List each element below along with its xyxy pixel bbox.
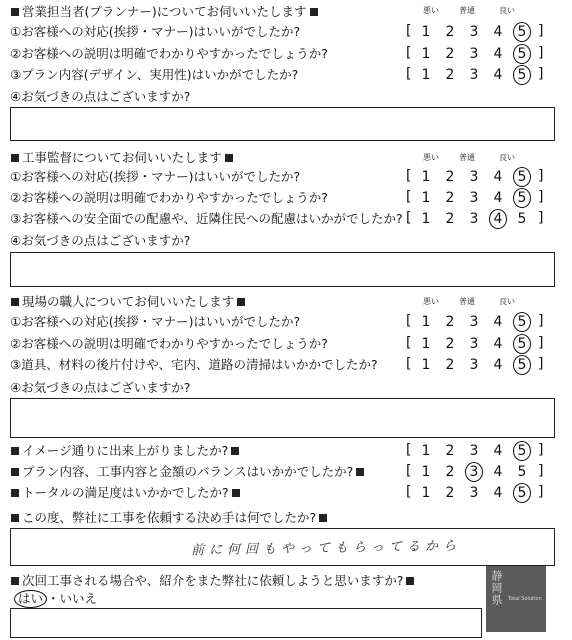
rating-option-4[interactable]: 4 [493,485,503,501]
rating-option-2[interactable]: 2 [445,336,455,352]
square-bullet-icon [11,8,19,16]
square-bullet-icon [11,447,19,455]
decision-prompt: この度、弊社に工事を依頼する決め手は何でしたか? [22,510,317,525]
question: ②お客様への説明は明確でわかりやすかったでしょうか? [10,46,328,61]
rating-option-1[interactable]: 1 [421,357,431,373]
rating-option-2[interactable]: 2 [445,67,455,83]
rating-option-5[interactable]: 5 [517,464,527,480]
overall-question [8,485,243,501]
scale-bracket-open: [ [406,463,412,479]
rating-option-2[interactable]: 2 [445,24,455,40]
rating-scale[interactable] [406,464,546,480]
rating-option-4[interactable]: 4 [493,314,503,330]
question: ③プラン内容(デザイン、実用性)はいかがでしたか? [10,67,299,82]
rating-option-4[interactable]: 4 [493,24,503,40]
rating-option-1[interactable]: 1 [421,464,431,480]
scale-bracket-open: [ [406,189,412,205]
rating-scale[interactable] [406,169,546,185]
header-normal: 普通 [459,6,475,15]
rating-option-3[interactable]: 3 [469,336,479,352]
scale-bracket-close: ] [538,66,544,82]
rating-option-5[interactable]: 5 [517,190,527,206]
rating-option-3[interactable]: 3 [469,357,479,373]
comment-box-sales[interactable] [10,107,555,141]
square-bullet-icon [11,577,19,585]
scale-bracket-open: [ [406,356,412,372]
rating-option-2[interactable]: 2 [445,314,455,330]
rating-scale[interactable] [406,24,546,40]
rating-option-5[interactable]: 5 [517,357,527,373]
scale-bracket-open: [ [406,23,412,39]
rating-option-3[interactable]: 3 [469,485,479,501]
section-title-text: 現場の職人についてお伺いいたします [22,294,235,309]
option-separator: ・ [47,591,60,606]
rating-scale[interactable] [406,46,546,62]
scale-bracket-close: ] [538,23,544,39]
overall-question-text: イメージ通りに出来上がりましたか? [22,443,229,458]
overall-question-text: プラン内容、工事内容と金額のバランスはいかかでしたか? [22,464,354,479]
rating-option-3[interactable]: 3 [469,211,479,227]
rating-option-5[interactable]: 5 [517,336,527,352]
comment-prompt: ④お気づきの点はございますか? [10,380,191,395]
rating-option-3[interactable]: 3 [469,67,479,83]
question: ②お客様への説明は明確でわかりやすかったでしょうか? [10,190,328,205]
square-bullet-icon [231,447,239,455]
square-bullet-icon [11,514,19,522]
question: ①お客様への対応(挨拶・マナー)はいいがでしたか? [10,169,301,184]
scale-bracket-close: ] [538,463,544,479]
comment-box-supervisor[interactable] [10,252,555,287]
scale-bracket-open: [ [406,335,412,351]
rating-option-2[interactable]: 2 [445,211,455,227]
square-bullet-icon [11,298,19,306]
rating-option-1[interactable]: 1 [421,314,431,330]
rating-option-5[interactable]: 5 [517,443,527,459]
square-bullet-icon [319,514,327,522]
header-bad: 悪い [423,153,439,162]
rating-option-2[interactable]: 2 [445,169,455,185]
rating-scale[interactable] [406,485,546,501]
rating-option-1[interactable]: 1 [421,336,431,352]
section-title-supervisor [8,150,236,166]
rating-option-3[interactable]: 3 [469,314,479,330]
rating-option-5[interactable]: 5 [517,67,527,83]
section-title-text: 工事監督についてお伺いいたします [22,150,222,165]
overall-question [8,443,242,459]
rating-option-1[interactable]: 1 [421,443,431,459]
header-good: 良い [499,297,515,306]
scale-bracket-close: ] [538,335,544,351]
scale-bracket-close: ] [538,189,544,205]
decision-answer-box[interactable] [10,528,555,566]
rating-option-4[interactable]: 4 [493,336,503,352]
rating-scale[interactable] [406,190,546,206]
scale-bracket-open: [ [406,210,412,226]
company-stamp [486,566,546,632]
square-bullet-icon [11,468,19,476]
comment-prompt: ④お気づきの点はございますか? [10,89,191,104]
rating-scale[interactable] [406,211,546,227]
header-normal: 普通 [459,297,475,306]
overall-question [8,464,367,480]
question: ②お客様への説明は明確でわかりやすかったでしょうか? [10,336,328,351]
section-title-text: 営業担当者(プランナー)についてお伺いいたします [22,4,307,19]
rating-option-4[interactable]: 4 [493,357,503,373]
next-time-prompt: 次回工事される場合や、紹介をまた弊社に依頼しようと思いますか? [22,573,404,588]
rating-scale[interactable] [406,314,546,330]
header-bad: 悪い [423,6,439,15]
no-option[interactable]: いいえ [59,591,98,606]
rating-option-2[interactable]: 2 [445,190,455,206]
scale-bracket-open: [ [406,45,412,61]
rating-header [423,6,523,16]
scale-bracket-open: [ [406,442,412,458]
square-bullet-icon [11,154,19,162]
rating-option-1[interactable]: 1 [421,24,431,40]
rating-option-1[interactable]: 1 [421,169,431,185]
header-bad: 悪い [423,297,439,306]
rating-scale[interactable] [406,443,546,459]
rating-option-1[interactable]: 1 [421,190,431,206]
rating-option-1[interactable]: 1 [421,485,431,501]
square-bullet-icon [237,298,245,306]
square-bullet-icon [225,154,233,162]
rating-option-4[interactable]: 4 [493,464,503,480]
rating-option-4[interactable]: 4 [493,443,503,459]
rating-option-3[interactable]: 3 [469,24,479,40]
scale-bracket-close: ] [538,356,544,372]
square-bullet-icon [310,8,318,16]
rating-scale[interactable] [406,357,546,373]
rating-option-3[interactable]: 3 [469,190,479,206]
rating-option-5[interactable]: 5 [517,24,527,40]
scale-bracket-open: [ [406,484,412,500]
rating-option-5[interactable]: 5 [517,314,527,330]
question: ③道具、材料の後片付けや、宅内、道路の清掃はいかかでしたか? [10,357,378,372]
scale-bracket-open: [ [406,168,412,184]
question: ①お客様への対応(挨拶・マナー)はいいがでしたか? [10,24,301,39]
scale-bracket-close: ] [538,45,544,61]
rating-option-5[interactable]: 5 [517,485,527,501]
yes-option[interactable]: はい [14,590,47,608]
handwritten-answer: 前に何回もやってもらってるから [190,538,462,559]
rating-option-4[interactable]: 4 [493,169,503,185]
rating-option-4[interactable]: 4 [493,46,503,62]
square-bullet-icon [232,489,240,497]
rating-option-1[interactable]: 1 [421,211,431,227]
rating-option-2[interactable]: 2 [445,485,455,501]
section-title-sales [8,4,321,20]
scale-bracket-close: ] [538,210,544,226]
rating-header [423,153,523,163]
rating-option-2[interactable]: 2 [445,357,455,373]
stamp-main-text: 静岡県 [490,570,503,606]
yes-no-choice [14,590,97,608]
overall-question-text: トータルの満足度はいかかでしたか? [22,485,229,500]
header-good: 良い [499,6,515,15]
scale-bracket-close: ] [538,313,544,329]
section-title-craftsmen [8,294,248,310]
rating-option-2[interactable]: 2 [445,46,455,62]
rating-option-3[interactable]: 3 [469,464,479,480]
rating-scale[interactable] [406,67,546,83]
rating-option-5[interactable]: 5 [517,211,527,227]
rating-option-5[interactable]: 5 [517,46,527,62]
rating-scale[interactable] [406,336,546,352]
rating-option-4[interactable]: 4 [493,190,503,206]
header-normal: 普通 [459,153,475,162]
decision-question [8,510,330,526]
next-time-question [8,573,417,589]
rating-option-3[interactable]: 3 [469,46,479,62]
rating-option-4[interactable]: 4 [493,211,503,227]
stamp-sub-text: Total Solution [508,596,542,602]
scale-bracket-close: ] [538,168,544,184]
rating-option-1[interactable]: 1 [421,46,431,62]
scale-bracket-open: [ [406,66,412,82]
rating-option-5[interactable]: 5 [517,169,527,185]
header-good: 良い [499,153,515,162]
square-bullet-icon [356,468,364,476]
comment-prompt: ④お気づきの点はございますか? [10,233,191,248]
question: ①お客様への対応(挨拶・マナー)はいいがでしたか? [10,314,301,329]
scale-bracket-open: [ [406,313,412,329]
rating-option-3[interactable]: 3 [469,169,479,185]
next-time-comment-box[interactable] [10,608,482,638]
scale-bracket-close: ] [538,484,544,500]
rating-header [423,297,523,307]
rating-option-2[interactable]: 2 [445,464,455,480]
comment-box-craftsmen[interactable] [10,398,555,438]
question: ③お客様への安全面での配慮や、近隣住民への配慮はいかがでしたか? [10,211,403,226]
square-bullet-icon [406,577,414,585]
rating-option-4[interactable]: 4 [493,67,503,83]
square-bullet-icon [11,489,19,497]
rating-option-3[interactable]: 3 [469,443,479,459]
rating-option-2[interactable]: 2 [445,443,455,459]
scale-bracket-close: ] [538,442,544,458]
rating-option-1[interactable]: 1 [421,67,431,83]
